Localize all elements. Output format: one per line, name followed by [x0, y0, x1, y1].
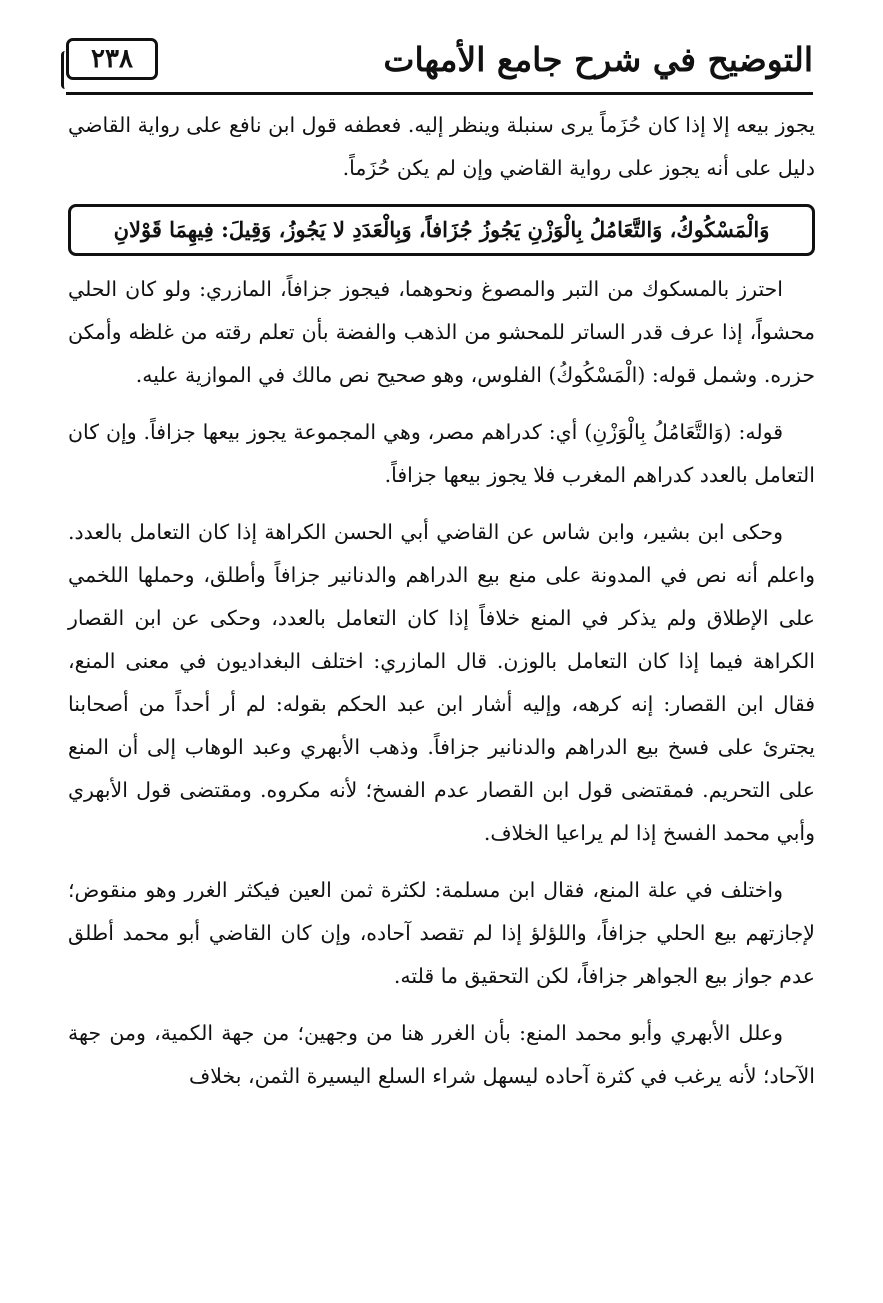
page-number: ٢٣٨: [66, 38, 158, 80]
paragraph-continuation: يجوز بيعه إلا إذا كان حُزَماً يرى سنبلة وينظر إليه. فعطفه قول ابن نافع على رواية القاضي دليل على أنه يجوز على رواية القاضي وإن لم يكن حُزَماً.: [68, 113, 815, 180]
page-body: [68, 104, 815, 1112]
paragraph-commentary-2: قوله: (وَالتَّعَامُلُ بِالْوَزْنِ) أي: كدراهم مصر، وهي المجموعة يجوز بيعها جزافاً. وإن كان التعامل بالعدد كدراهم المغرب فلا يجوز بيعها جزافاً.: [68, 420, 815, 487]
paragraph-commentary-1: احترز بالمسكوك من التبر والمصوغ ونحوهما، فيجوز جزافاً، المازري: ولو كان الحلي محشواً، إذا عرف قدر الساتر للمحشو من الذهب والفضة بأن تعلم رقته من غلظه وأمكن حزره. وشمل قوله: (الْمَسْكُوكُ) الفلوس، وهو صحيح نص مالك في الموازية عليه.: [68, 277, 815, 387]
header-divider: [66, 92, 813, 95]
book-title: التوضيح في شرح جامع الأمهات: [383, 40, 813, 79]
paragraph-commentary-3: وحكى ابن بشير، وابن شاس عن القاضي أبي الحسن الكراهة إذا كان التعامل بالعدد. واعلم أنه نص في المدونة على منع بيع الدراهم والدنانير جزافاً وأطلق، وحملها اللخمي على الإطلاق ولم يذكر في المنع خلافاً إذا كان التعامل بالعدد، وحكى عن ابن القصار الكراهة فيما إذا كان التعامل بالوزن. قال المازري: اختلف البغداديون في معنى المنع، فقال ابن القصار: إنه كرهه، وإليه أشار ابن عبد الحكم بقوله: لم أر أحداً من أصحابنا يجترئ على فسخ بيع الدراهم والدنانير جزافاً. وذهب الأبهري وعبد الوهاب إلى أن المنع على التحريم. فمقتضى قول ابن القصار عدم الفسخ؛ لأنه مكروه. ومقتضى قول الأبهري وأبي محمد الفسخ إذا لم يراعيا الخلاف.: [68, 520, 815, 845]
running-header: [66, 38, 813, 94]
paragraph-commentary-4: واختلف في علة المنع، فقال ابن مسلمة: لكثرة ثمن العين فيكثر الغرر وهو منقوض؛ لإجازتهم بيع الحلي جزافاً، واللؤلؤ إذا لم تقصد آحاده، وإن كان القاضي أبو محمد أطلق عدم جواز بيع الجواهر جزافاً، لكن التحقيق ما قلته.: [68, 878, 815, 988]
matn-box: وَالْمَسْكُوكُ، وَالتَّعَامُلُ بِالْوَزْنِ يَجُوزُ جُزَافاً، وَبِالْعَدَدِ لا يَجُوزُ، وَقِيلَ: فِيهِمَا قَوْلانِ: [68, 204, 815, 256]
paragraph-commentary-5: وعلل الأبهري وأبو محمد المنع: بأن الغرر هنا من وجهين؛ من جهة الكمية، ومن جهة الآحاد؛ لأنه يرغب في كثرة آحاده ليسهل شراء السلع اليسيرة الثمن، بخلاف: [68, 1021, 815, 1088]
